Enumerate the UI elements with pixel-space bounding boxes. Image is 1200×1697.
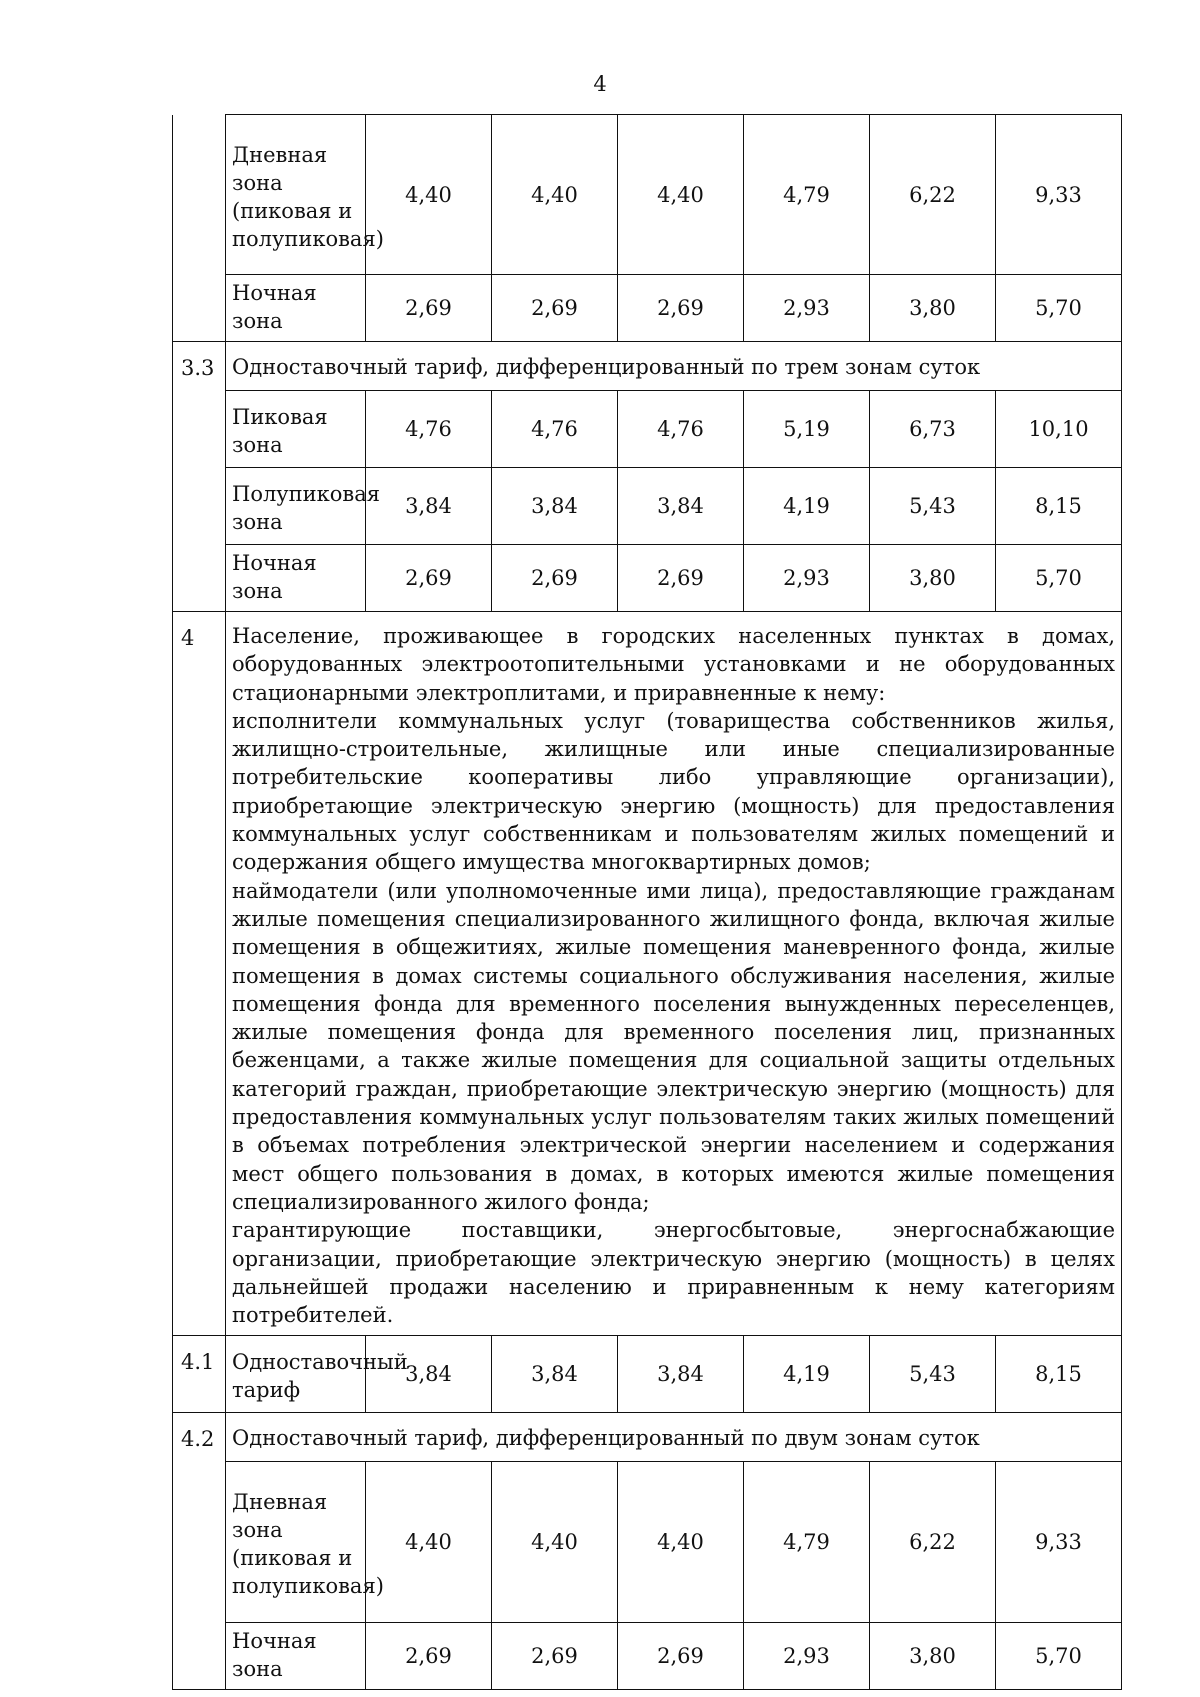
zone-label: Ночная зона xyxy=(226,545,366,612)
tariff-value: 2,93 xyxy=(744,1623,870,1690)
description-paragraph: гарантирующие поставщики, энергосбытовые, энергоснабжающие организации, приобретающие электрическую энергию (мощность) в целях дальнейшей продажи населению и приравненным к нему категориям потребителей. xyxy=(232,1218,1115,1328)
tariff-value: 5,43 xyxy=(870,468,996,545)
description-paragraph: наймодатели (или уполномоченные ими лица), предоставляющие гражданам жилые помещения специализированного жилищного фонда, включая жилые помещения в общежитиях, жилые помещения маневренного фонда, жилые помещения в домах системы социального обслуживания населения, жилые помещения фонда для временного поселения вынужденных переселенцев, жилые помещения фонда для временного поселения лиц, признанных беженцами, а также жилые помещения для социальной защиты отдельных категорий граждан, приобретающие электрическую энергию (мощность) для предоставления коммунальных услуг пользователям таких жилых помещений в объемах потребления электрической энергии населением и содержания мест общего пользования в домах, в которых имеются жилые помещения специализированного жилого фонда; xyxy=(232,878,1115,1214)
tariff-value: 2,69 xyxy=(366,275,492,342)
tariff-value: 9,33 xyxy=(996,1462,1122,1623)
description-paragraph: Население, проживающее в городских населенных пунктах в домах, оборудованных электроотопительными установками и не оборудованных стационарными электроплитами, и приравненные к нему: xyxy=(232,624,1115,705)
tariff-value: 2,69 xyxy=(366,1623,492,1690)
table-row xyxy=(173,468,1122,545)
tariff-label: Одноставочный тариф xyxy=(226,1336,366,1413)
tariff-value: 9,33 xyxy=(996,115,1122,275)
description-paragraph: исполнители коммунальных услуг (товарищества собственников жилья, жилищно-строительные, жилищные или иные специализированные потребительские кооперативы либо управляющие организации), приобретающие электрическую энергию (мощность) для предоставления коммунальных услуг собственникам и пользователям жилых помещений и содержания общего имущества многоквартирных домов; xyxy=(232,708,1115,875)
tariff-value: 2,69 xyxy=(618,1623,744,1690)
tariff-value: 2,69 xyxy=(492,1623,618,1690)
section-number: 4.2 xyxy=(173,1413,226,1690)
tariff-table xyxy=(172,114,1122,1690)
tariff-value: 5,19 xyxy=(744,391,870,468)
tariff-value: 4,76 xyxy=(492,391,618,468)
tariff-value: 4,40 xyxy=(492,1462,618,1623)
tariff-value: 6,73 xyxy=(870,391,996,468)
section-description xyxy=(226,612,1122,1336)
tariff-value: 5,70 xyxy=(996,545,1122,612)
tariff-value: 4,19 xyxy=(744,468,870,545)
zone-label: Пиковая зона xyxy=(226,391,366,468)
section-number: 4 xyxy=(173,612,226,1336)
tariff-value: 2,69 xyxy=(618,545,744,612)
tariff-value: 4,40 xyxy=(618,1462,744,1623)
section-number: 3.3 xyxy=(173,342,226,612)
tariff-value: 8,15 xyxy=(996,468,1122,545)
tariff-value: 3,80 xyxy=(870,545,996,612)
tariff-value: 2,69 xyxy=(618,275,744,342)
table-row xyxy=(173,391,1122,468)
tariff-value: 4,76 xyxy=(366,391,492,468)
tariff-value: 4,79 xyxy=(744,115,870,275)
table-row xyxy=(173,545,1122,612)
tariff-value: 2,69 xyxy=(492,545,618,612)
tariff-value: 4,40 xyxy=(366,115,492,275)
zone-label: Ночная зона xyxy=(226,1623,366,1690)
zone-label: Ночная зона xyxy=(226,275,366,342)
row-number-cell xyxy=(173,115,226,342)
tariff-value: 3,84 xyxy=(618,1336,744,1413)
tariff-value: 6,22 xyxy=(870,1462,996,1623)
table-row xyxy=(173,1623,1122,1690)
tariff-value: 4,40 xyxy=(618,115,744,275)
tariff-value: 2,69 xyxy=(492,275,618,342)
tariff-value: 3,84 xyxy=(366,468,492,545)
table-row xyxy=(173,1336,1122,1413)
section-row xyxy=(173,1413,1122,1462)
zone-label: Дневная зона (пиковая и полупиковая) xyxy=(226,115,366,275)
tariff-value: 8,15 xyxy=(996,1336,1122,1413)
table-row xyxy=(173,1462,1122,1623)
tariff-value: 6,22 xyxy=(870,115,996,275)
table-row xyxy=(173,115,1122,275)
tariff-value: 10,10 xyxy=(996,391,1122,468)
tariff-value: 4,76 xyxy=(618,391,744,468)
section-number: 4.1 xyxy=(173,1336,226,1413)
tariff-value: 5,43 xyxy=(870,1336,996,1413)
zone-label: Дневная зона (пиковая и полупиковая) xyxy=(226,1462,366,1623)
section-row xyxy=(173,612,1122,1336)
tariff-value: 3,84 xyxy=(492,1336,618,1413)
tariff-value: 3,80 xyxy=(870,1623,996,1690)
tariff-value: 4,79 xyxy=(744,1462,870,1623)
tariff-value: 3,84 xyxy=(618,468,744,545)
tariff-value: 4,40 xyxy=(366,1462,492,1623)
tariff-value: 3,84 xyxy=(492,468,618,545)
section-title: Одноставочный тариф, дифференцированный по трем зонам суток xyxy=(226,342,1122,391)
section-row xyxy=(173,342,1122,391)
tariff-value: 2,93 xyxy=(744,275,870,342)
zone-label: Полупиковая зона xyxy=(226,468,366,545)
tariff-value: 2,93 xyxy=(744,545,870,612)
tariff-value: 5,70 xyxy=(996,1623,1122,1690)
tariff-value: 4,19 xyxy=(744,1336,870,1413)
tariff-value: 4,40 xyxy=(492,115,618,275)
table-row xyxy=(173,275,1122,342)
section-title: Одноставочный тариф, дифференцированный по двум зонам суток xyxy=(226,1413,1122,1462)
tariff-value: 3,80 xyxy=(870,275,996,342)
page-number: 4 xyxy=(593,72,607,96)
tariff-value: 5,70 xyxy=(996,275,1122,342)
tariff-value: 3,84 xyxy=(366,1336,492,1413)
tariff-value: 2,69 xyxy=(366,545,492,612)
